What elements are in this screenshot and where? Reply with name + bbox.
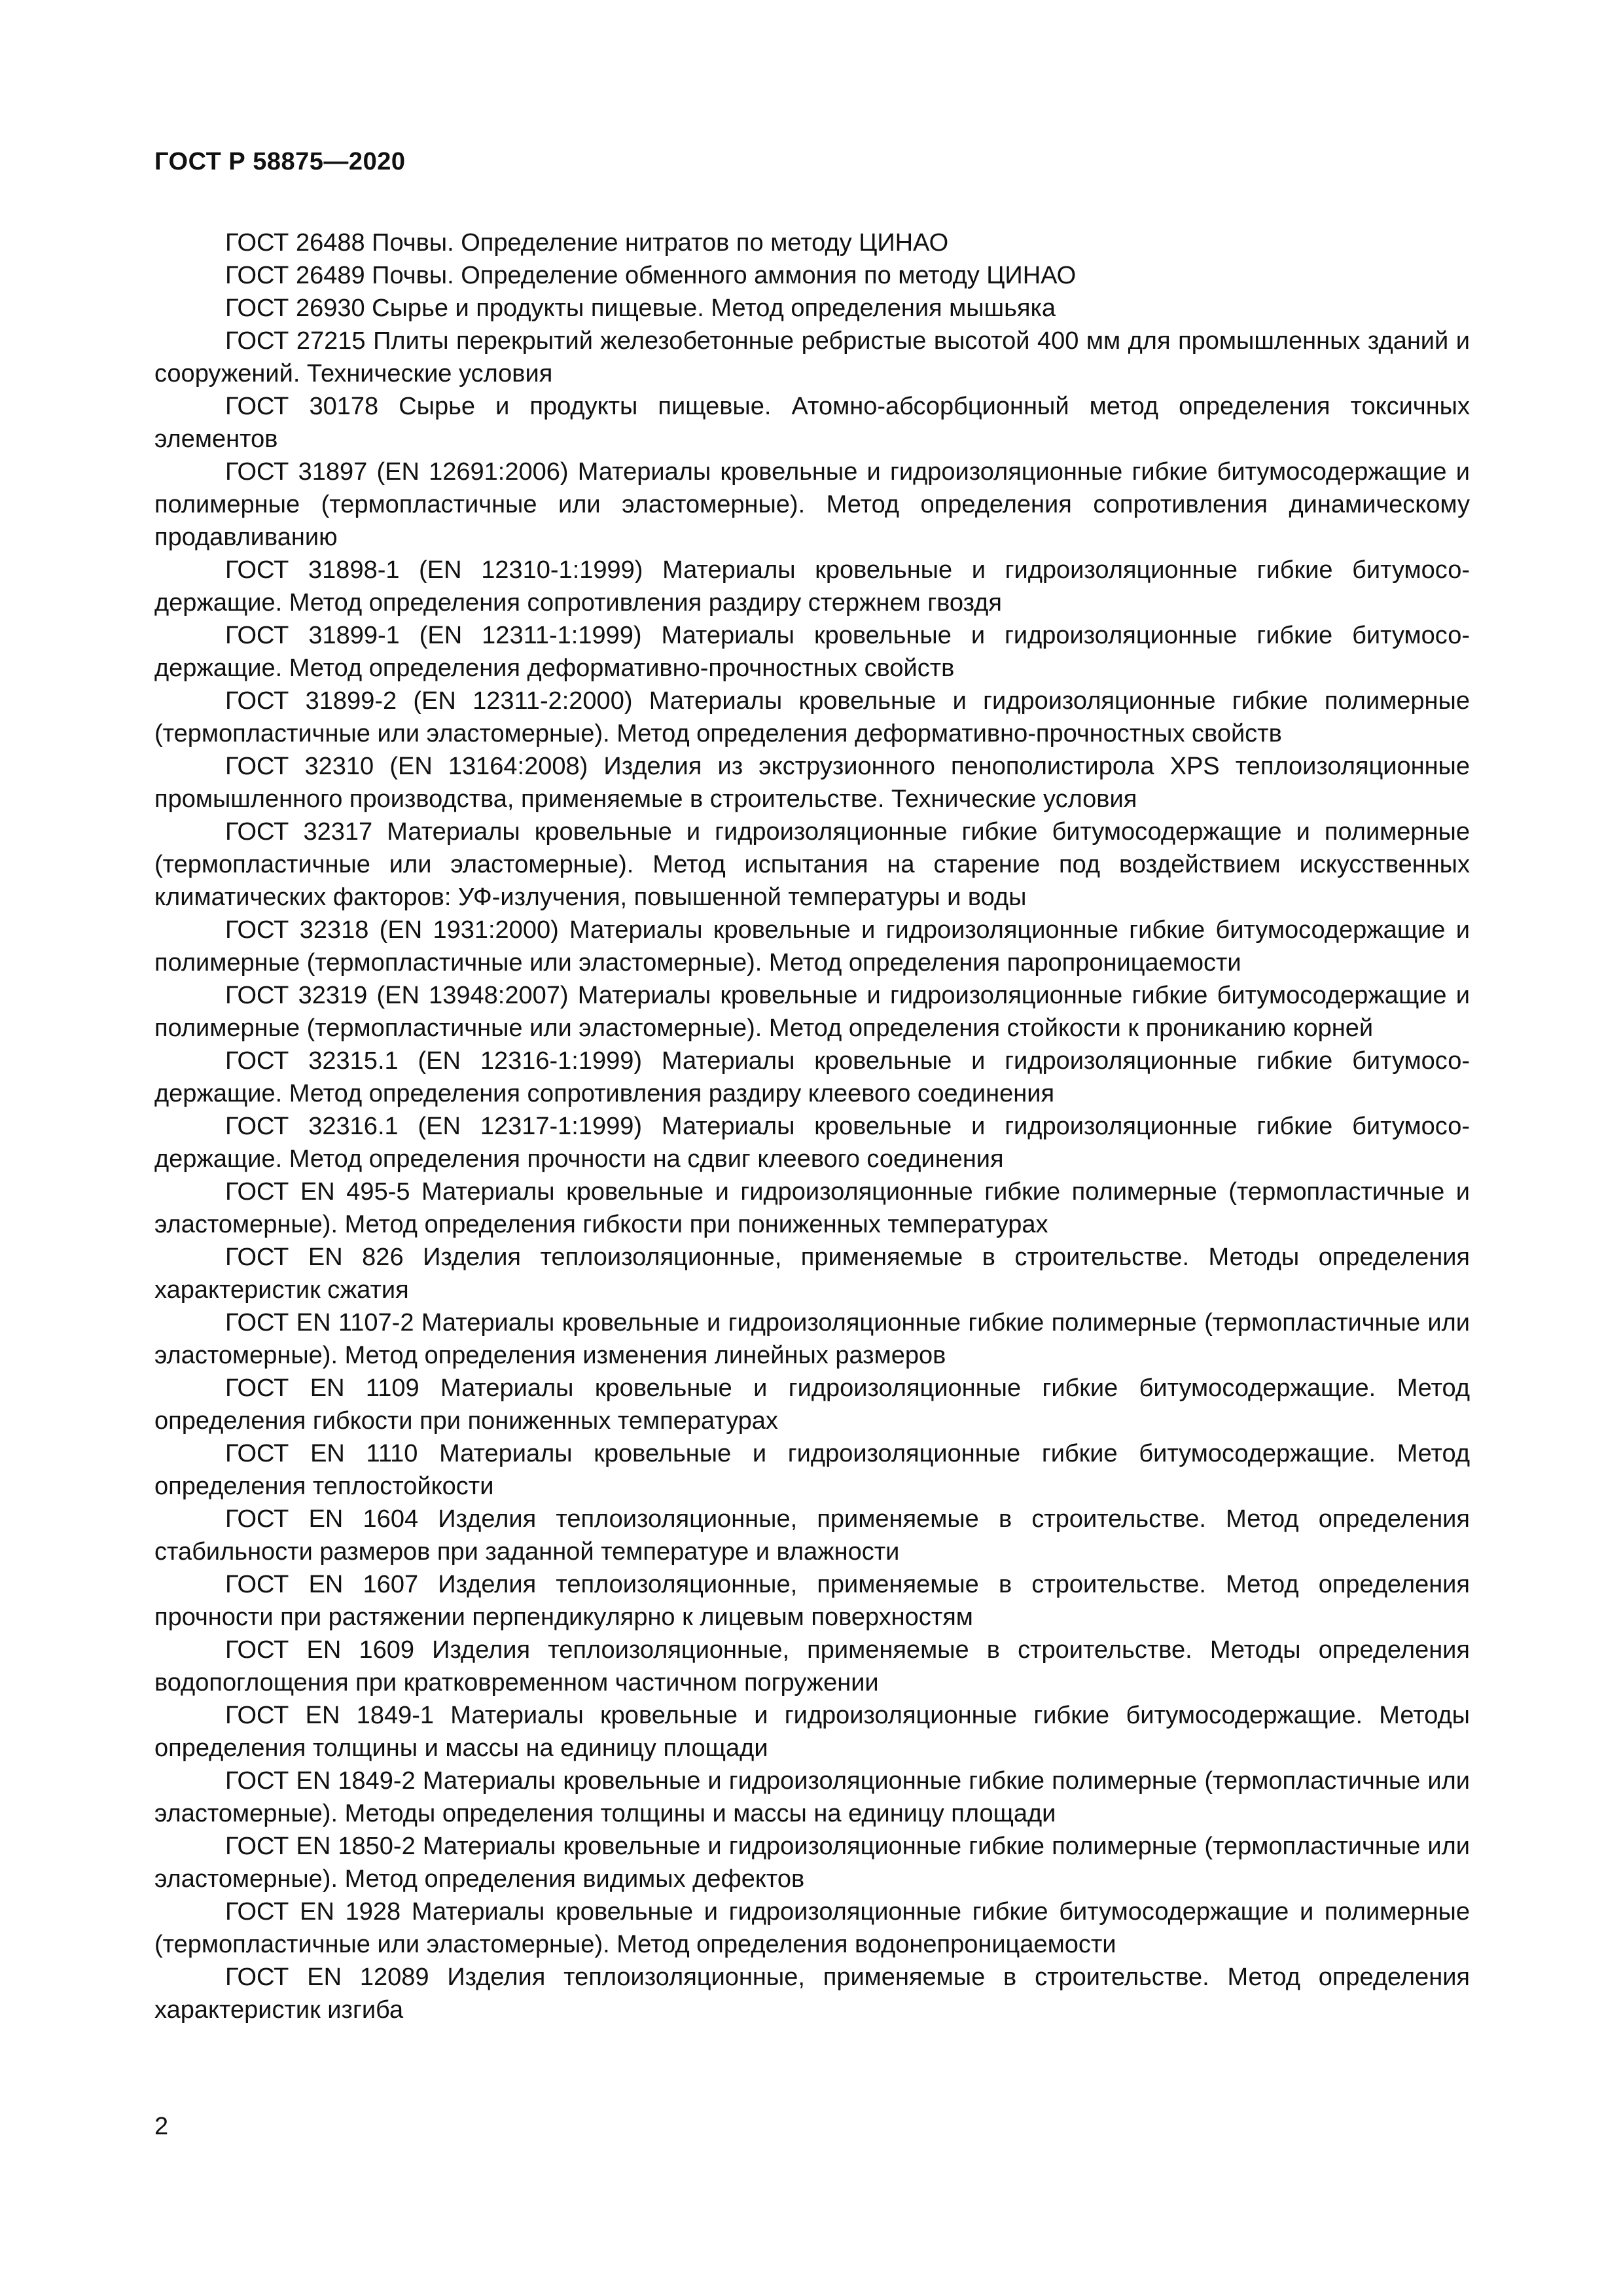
reference-entry: ГОСТ EN 1849-1 Материалы кровельные и гидроизоляционные гибкие битумосодержащие. Методы определения толщины и массы на единицу площади (154, 1702, 1470, 1762)
reference-entry: ГОСТ EN 1109 Материалы кровельные и гидроизоляционные гибкие битумосодержащие. Метод определения гибкости при пониженных температурах (154, 1374, 1470, 1435)
normative-references-list (154, 226, 1470, 2026)
reference-entry: ГОСТ EN 1849-2 Материалы кровельные и гидроизоляционные гибкие полимерные (термопластичные или эластомерные). Методы определения толщины и массы на единицу площади (154, 1767, 1470, 1827)
reference-entry: ГОСТ 32319 (EN 13948:2007) Материалы кровельные и гидроизоляционные гибкие битумосодержащие и полимерные (термопластичные или эластомерные). Метод определения стойкости к прониканию корней (154, 982, 1470, 1042)
reference-entry: ГОСТ EN 1107-2 Материалы кровельные и гидроизоляционные гибкие полимерные (термопластичные или эластомерные). Метод определения изменения линейных размеров (154, 1309, 1470, 1369)
page-number: 2 (154, 2113, 169, 2140)
reference-entry: ГОСТ 32317 Материалы кровельные и гидроизоляционные гибкие битумосодержащие и полимерные (термопластичные или эластомерные). Метод испытания на старение под воздействием искусственных климатических факторов: УФ-излучения, повышенной температуры и воды (154, 818, 1470, 911)
reference-entry: ГОСТ 32316.1 (EN 12317-1:1999) Материалы кровельные и гидроизоляционные гибкие битумосодержащие. Метод определения прочности на сдвиг клеевого соединения (154, 1113, 1470, 1173)
reference-entry: ГОСТ 27215 Плиты перекрытий железобетонные ребристые высотой 400 мм для промышленных зданий и сооружений. Технические условия (154, 327, 1470, 387)
reference-entry: ГОСТ 26930 Сырье и продукты пищевые. Метод определения мышьяка (225, 295, 1056, 322)
reference-entry: ГОСТ EN 1607 Изделия теплоизоляционные, применяемые в строительстве. Метод определения прочности при растяжении перпендикулярно к лицевым поверхностям (154, 1571, 1470, 1631)
reference-entry: ГОСТ EN 1928 Материалы кровельные и гидроизоляционные гибкие битумосодержащие и полимерные (термопластичные или эластомерные). Метод определения водонепроницаемости (154, 1898, 1470, 1958)
reference-entry: ГОСТ 32310 (EN 13164:2008) Изделия из экструзионного пенополистирола XPS теплоизоляционные промышленного производства, применяемые в строительстве. Технические условия (154, 753, 1470, 813)
reference-entry: ГОСТ EN 495-5 Материалы кровельные и гидроизоляционные гибкие полимерные (термопластичные и эластомерные). Метод определения гибкости при пониженных температурах (154, 1178, 1470, 1238)
reference-entry: ГОСТ EN 1609 Изделия теплоизоляционные, применяемые в строительстве. Методы определения водопоглощения при кратковременном частичном погружении (154, 1636, 1470, 1696)
reference-entry: ГОСТ 31897 (EN 12691:2006) Материалы кровельные и гидроизоляционные гибкие битумосодержащие и полимерные (термопластичные или эластомерные). Метод определения сопротивления динамическому продавливанию (154, 458, 1470, 551)
reference-entry: ГОСТ EN 1110 Материалы кровельные и гидроизоляционные гибкие битумосодержащие. Метод определения теплостойкости (154, 1440, 1470, 1500)
reference-entry: ГОСТ 30178 Сырье и продукты пищевые. Атомно-абсорбционный метод определения токсичных элементов (154, 393, 1470, 453)
reference-entry: ГОСТ 26489 Почвы. Определение обменного аммония по методу ЦИНАО (225, 262, 1077, 289)
reference-entry: ГОСТ 31898-1 (EN 12310-1:1999) Материалы кровельные и гидроизоляционные гибкие битумосодержащие. Метод определения сопротивления раздиру стержнем гвоздя (154, 556, 1470, 617)
reference-entry: ГОСТ 32315.1 (EN 12316-1:1999) Материалы кровельные и гидроизоляционные гибкие битумосодержащие. Метод определения сопротивления раздиру клеевого соединения (154, 1047, 1470, 1107)
reference-entry: ГОСТ EN 1850-2 Материалы кровельные и гидроизоляционные гибкие полимерные (термопластичные или эластомерные). Метод определения видимых дефектов (154, 1833, 1470, 1893)
reference-entry: ГОСТ EN 12089 Изделия теплоизоляционные, применяемые в строительстве. Метод определения характеристик изгиба (154, 1964, 1470, 2024)
reference-entry: ГОСТ 32318 (EN 1931:2000) Материалы кровельные и гидроизоляционные гибкие битумосодержащие и полимерные (термопластичные или эластомерные). Метод определения паропроницаемости (154, 916, 1470, 977)
reference-entry: ГОСТ 26488 Почвы. Определение нитратов по методу ЦИНАО (225, 229, 949, 257)
reference-entry: ГОСТ EN 1604 Изделия теплоизоляционные, применяемые в строительстве. Метод определения стабильности размеров при заданной температуре и влажности (154, 1505, 1470, 1566)
reference-entry: ГОСТ EN 826 Изделия теплоизоляционные, применяемые в строительстве. Методы определения характеристик сжатия (154, 1244, 1470, 1304)
document-code-header: ГОСТ Р 58875—2020 (154, 148, 406, 175)
reference-entry: ГОСТ 31899-2 (EN 12311-2:2000) Материалы кровельные и гидроизоляционные гибкие полимерные (термопластичные или эластомерные). Метод определения деформативно-прочностных свойств (154, 687, 1470, 747)
reference-entry: ГОСТ 31899-1 (EN 12311-1:1999) Материалы кровельные и гидроизоляционные гибкие битумосодержащие. Метод определения деформативно-прочностных свойств (154, 622, 1470, 682)
